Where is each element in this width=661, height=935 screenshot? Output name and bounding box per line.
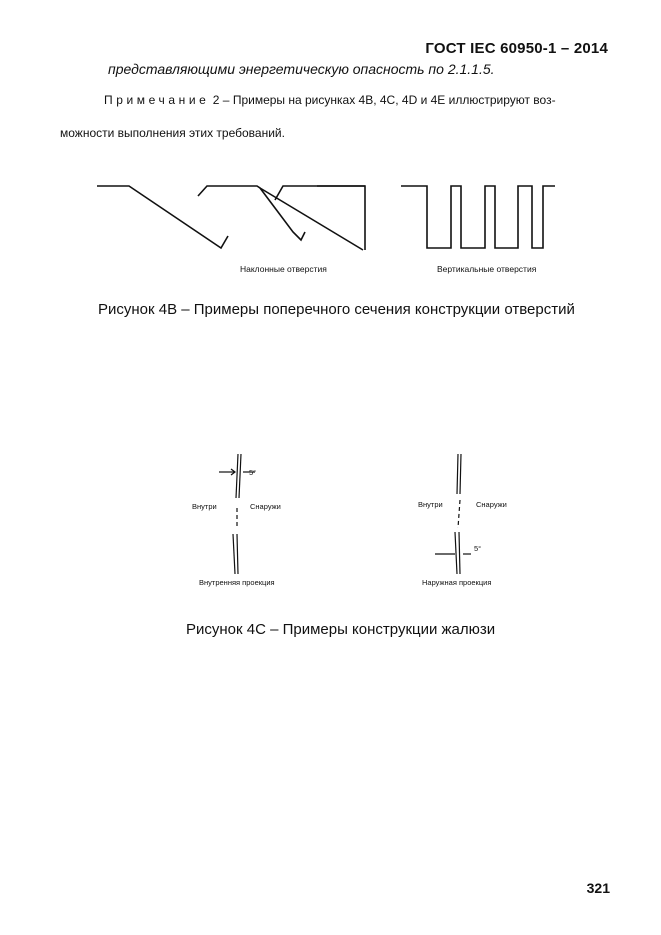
louvre-right-upper xyxy=(457,454,458,494)
label-sloped-openings: Наклонные отверстия xyxy=(240,264,327,274)
figure-4c-left-svg xyxy=(205,450,285,580)
note-paragraph xyxy=(104,93,556,107)
figure-4b-svg xyxy=(95,180,555,260)
outside-right: Снаружи xyxy=(476,500,507,509)
louvre-right-dash xyxy=(458,500,460,528)
figure-4c-right-drawing xyxy=(425,450,505,580)
angle-right: 5° xyxy=(474,544,482,553)
louvre-left-lower-2 xyxy=(237,534,238,574)
inside-left: Внутри xyxy=(192,502,217,511)
note-label: Примечание xyxy=(104,93,210,107)
continuation-text: представляющими энергетическую опасность по 2.1.1.5. xyxy=(108,61,495,77)
figure-4b-drawing xyxy=(95,180,555,260)
page-number: 321 xyxy=(586,880,610,896)
louvre-right-lower xyxy=(455,532,457,574)
document-id: ГОСТ IEC 60950-1 – 2014 xyxy=(425,40,608,57)
figure-4c-left-drawing xyxy=(205,450,285,580)
louvre-left-upper xyxy=(236,454,238,498)
sloped-slat-2 xyxy=(198,186,305,240)
sloped-slat-1 xyxy=(97,186,228,248)
label-vertical-openings: Вертикальные отверстия xyxy=(437,264,537,274)
louvre-right-upper-2 xyxy=(460,454,461,494)
outside-left: Снаружи xyxy=(250,502,281,511)
louvre-left-upper-2 xyxy=(239,454,241,498)
figure-4c-caption: Рисунок 4С – Примеры конструкции жалюзи xyxy=(186,621,496,638)
title-left: Внутренняя проекция xyxy=(199,578,275,587)
figure-4b-caption: Рисунок 4В – Примеры поперечного сечения конструкции отверстий xyxy=(98,301,575,318)
figure-4c-right-svg xyxy=(425,450,505,580)
angle-left: 5° xyxy=(249,468,257,477)
louvre-left-lower xyxy=(233,534,235,574)
note-text: 2 – Примеры на рисунках 4B, 4C, 4D и 4E иллюстрируют воз- xyxy=(209,93,556,107)
inside-right: Внутри xyxy=(418,500,443,509)
sloped-slat-5 xyxy=(260,188,363,250)
louvre-right-lower-2 xyxy=(459,532,460,574)
sloped-slat-3 xyxy=(275,186,365,250)
note-text-continued: можности выполнения этих требований. xyxy=(60,126,285,140)
title-right: Наружная проекция xyxy=(422,578,492,587)
vertical-slats xyxy=(401,186,555,248)
